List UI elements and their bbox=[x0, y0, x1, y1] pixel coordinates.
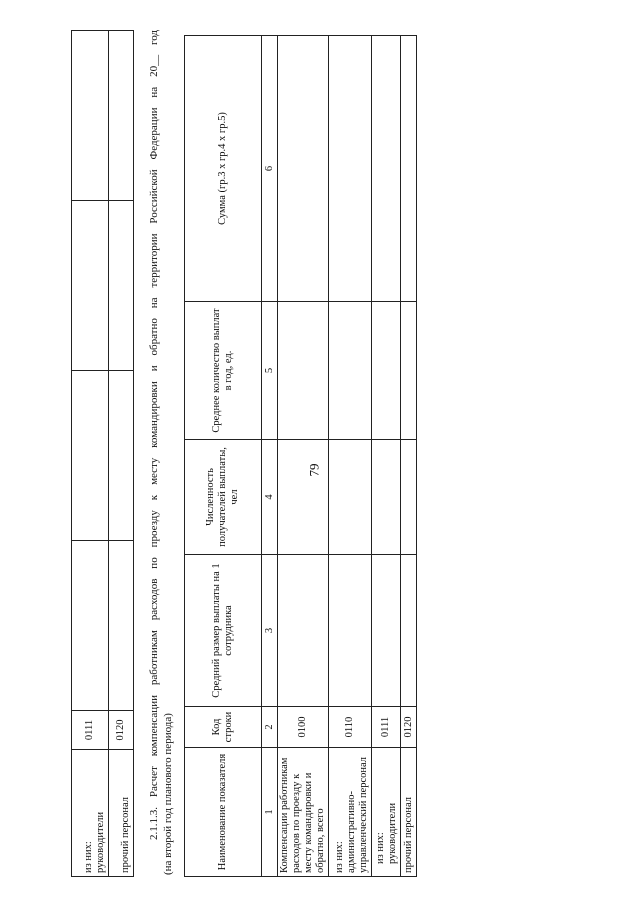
cell bbox=[401, 36, 417, 302]
cell bbox=[372, 555, 401, 707]
header-cell: Среднее количество выплат в год, ед. bbox=[185, 302, 262, 440]
cell bbox=[109, 371, 134, 541]
section-subtitle: (на второй год планового периода) bbox=[162, 713, 174, 875]
header-cell: Код строки bbox=[185, 707, 262, 748]
cell bbox=[109, 541, 134, 711]
cell bbox=[278, 302, 329, 440]
column-number: 1 bbox=[262, 748, 278, 877]
row-name: из них: руководители bbox=[372, 748, 401, 877]
row-name: Компенсации работникам расходов по проезду к месту командировки и обратно, всего bbox=[278, 748, 329, 877]
header-cell: Наименование показателя bbox=[185, 748, 262, 877]
cell bbox=[372, 36, 401, 302]
cell bbox=[329, 302, 372, 440]
table-row bbox=[72, 31, 109, 877]
cell bbox=[72, 371, 109, 541]
column-number: 2 bbox=[262, 707, 278, 748]
page-number: 79 bbox=[306, 463, 322, 477]
row-code: 0100 bbox=[278, 707, 329, 748]
header-cell: Численность получателей выплаты, чел bbox=[185, 440, 262, 555]
cell bbox=[109, 31, 134, 201]
row-code: 0111 bbox=[372, 707, 401, 748]
table-row bbox=[109, 31, 134, 877]
header-row bbox=[185, 36, 262, 877]
cell bbox=[372, 440, 401, 555]
cell bbox=[372, 302, 401, 440]
column-number: 4 bbox=[262, 440, 278, 555]
row-name: прочий персонал bbox=[401, 748, 417, 877]
table-row bbox=[329, 36, 372, 877]
cell bbox=[72, 541, 109, 711]
column-number: 3 bbox=[262, 555, 278, 707]
row-code: 0110 bbox=[329, 707, 372, 748]
row-name: из них: административно-управленческий персонал bbox=[329, 748, 372, 877]
row-code: 0120 bbox=[401, 707, 417, 748]
top-table bbox=[71, 30, 134, 877]
column-number: 5 bbox=[262, 302, 278, 440]
cell bbox=[278, 440, 329, 555]
cell bbox=[72, 31, 109, 201]
table-row bbox=[401, 36, 417, 877]
cell bbox=[278, 36, 329, 302]
row-code: 0111 bbox=[72, 711, 109, 750]
cell bbox=[401, 440, 417, 555]
table-row bbox=[278, 36, 329, 877]
column-number: 6 bbox=[262, 36, 278, 302]
compensation-table bbox=[184, 35, 417, 877]
column-numbers-row bbox=[262, 36, 278, 877]
cell bbox=[72, 201, 109, 371]
table-row bbox=[372, 36, 401, 877]
cell bbox=[401, 302, 417, 440]
cell bbox=[329, 440, 372, 555]
row-code: 0120 bbox=[109, 711, 134, 750]
row-name: прочий персонал bbox=[109, 750, 134, 877]
cell bbox=[109, 201, 134, 371]
cell bbox=[329, 36, 372, 302]
cell bbox=[278, 555, 329, 707]
section-title: 2.1.1.3. Расчет компенсации работникам расходов по проезду к месту командировки и обратно на территории Российской Федерации на 20__ год bbox=[148, 30, 160, 840]
header-cell: Средний размер выплаты на 1 сотрудника bbox=[185, 555, 262, 707]
header-cell: Сумма (гр.3 х гр.4 х гр.5) bbox=[185, 36, 262, 302]
cell bbox=[401, 555, 417, 707]
row-name: из них: руководители bbox=[72, 750, 109, 877]
cell bbox=[329, 555, 372, 707]
